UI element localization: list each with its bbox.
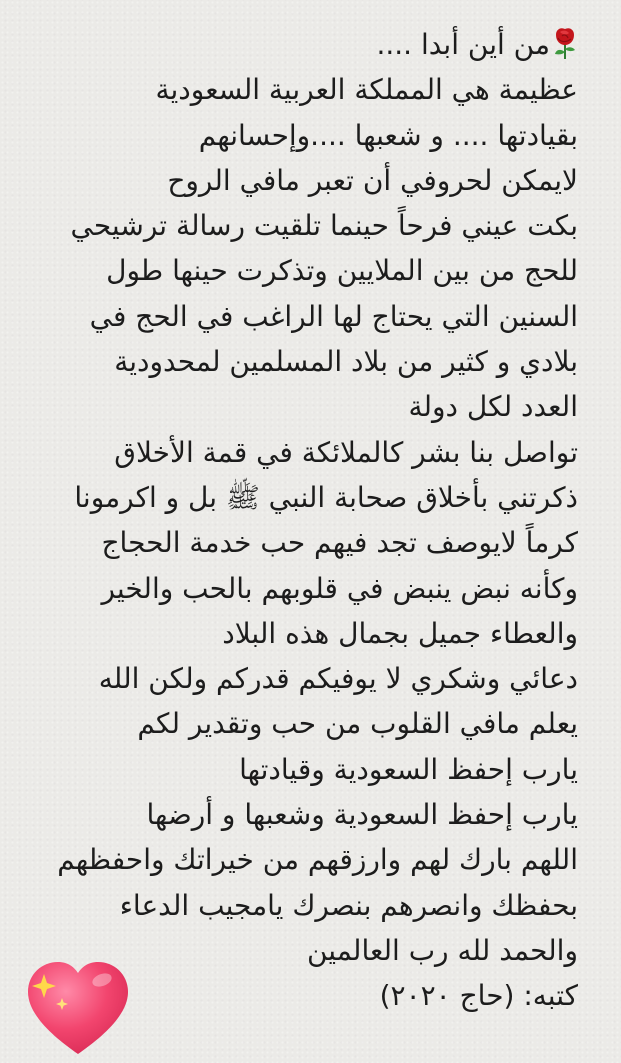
note-line-9: تواصل بنا بشر كالملائكة في قمة الأخلاق — [114, 435, 578, 469]
note-line-15: يعلم مافي القلوب من حب وتقدير لكم — [137, 707, 578, 741]
note-line-8: العدد لكل دولة — [408, 390, 578, 424]
note-line-16: يارب إحفظ السعودية وقيادتها — [239, 752, 578, 786]
note-line-14: دعائي وشكري لا يوفيكم قدركم ولكن الله — [98, 662, 578, 696]
note-line-5: للحج من بين الملايين وتذكرت حينها طول — [106, 254, 578, 288]
note-line-12: وكأنه نبض ينبض في قلوبهم بالحب والخير — [101, 571, 578, 605]
note-line-10: ذكرتني بأخلاق صحابة النبي ﷺ بل و اكرمونا — [74, 480, 578, 514]
note-line-18: اللهم بارك لهم وارزقهم من خيراتك واحفظهم — [57, 843, 578, 877]
note-line-3: لايمكن لحروفي أن تعبر مافي الروح — [167, 163, 578, 197]
note-signature: كتبه: (حاج ٢٠٢٠) — [379, 979, 578, 1013]
rose-icon — [552, 26, 578, 60]
note-line-2: بقيادتها .... و شعبها ....وإحسانهم — [198, 118, 578, 152]
note-title-line — [18, 22, 578, 67]
note-line-1: عظيمة هي المملكة العربية السعودية — [155, 73, 578, 107]
note-line-7: بلادي و كثير من بلاد المسلمين لمحدودية — [114, 345, 578, 379]
note-line-17: يارب إحفظ السعودية وشعبها و أرضها — [146, 798, 578, 832]
sparkling-heart-icon — [22, 958, 134, 1058]
note-line-4: بكت عيني فرحاً حينما تلقيت رسالة ترشيحي — [70, 209, 578, 243]
note-title: من أين أبدا .... — [376, 28, 550, 61]
note-line-11: كرماً لايوصف تجد فيهم حب خدمة الحجاج — [101, 526, 578, 560]
note-line-19: بحفظك وانصرهم بنصرك يامجيب الدعاء — [119, 888, 578, 922]
note-line-20: والحمد لله رب العالمين — [306, 933, 578, 967]
note-line-6: السنين التي يحتاج لها الراغب في الحج في — [89, 299, 578, 333]
note-text — [18, 22, 578, 1019]
note-line-13: والعطاء جميل بجمال هذه البلاد — [222, 616, 578, 650]
